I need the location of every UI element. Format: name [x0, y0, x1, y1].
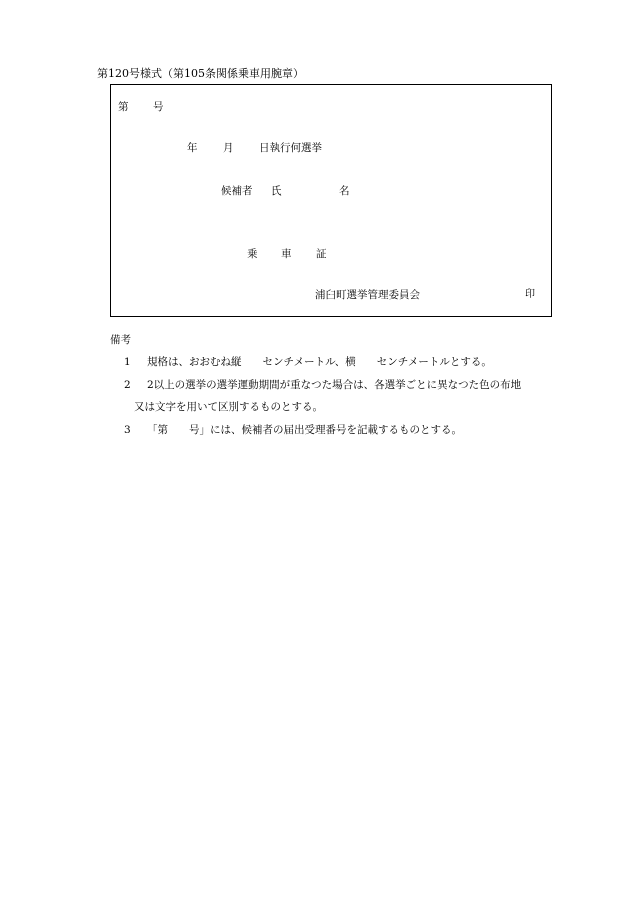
- armband-form-box: [110, 84, 552, 317]
- seal-mark: 印: [525, 289, 535, 300]
- date-year-label: 年: [187, 142, 198, 154]
- remark-number-1: 1: [124, 356, 131, 368]
- name-suffix-label: 名: [339, 185, 350, 197]
- number-prefix: 第: [118, 101, 129, 113]
- remark-text-3: 「第 号」には、候補者の届出受理番号を記載するものとする。: [147, 424, 462, 436]
- remarks-heading: 備考: [110, 334, 131, 346]
- armband-title-char-3: 証: [316, 248, 327, 260]
- name-prefix-label: 氏: [271, 185, 282, 197]
- remark-number-2: 2: [124, 379, 131, 391]
- number-suffix: 号: [153, 101, 164, 113]
- issuer-name: 浦臼町選挙管理委員会: [315, 289, 420, 301]
- armband-title-char-2: 車: [281, 248, 292, 260]
- form-title: 第120号様式（第105条関係乗車用腕章）: [97, 67, 304, 80]
- armband-title-char-1: 乗: [247, 248, 258, 260]
- remark-text-2-continuation: 又は文字を用いて区別するものとする。: [134, 401, 323, 413]
- remark-text-2: 2以上の選挙の選挙運動期間が重なつた場合は、各選挙ごとに異なつた色の布地: [147, 379, 522, 391]
- date-month-label: 月: [223, 142, 234, 154]
- election-day-label: 日執行何選挙: [259, 142, 322, 154]
- remark-number-3: 3: [124, 424, 131, 436]
- remark-text-1: 規格は、おおむね縦 センチメートル、横 センチメートルとする。: [147, 356, 492, 368]
- candidate-label: 候補者: [221, 185, 253, 197]
